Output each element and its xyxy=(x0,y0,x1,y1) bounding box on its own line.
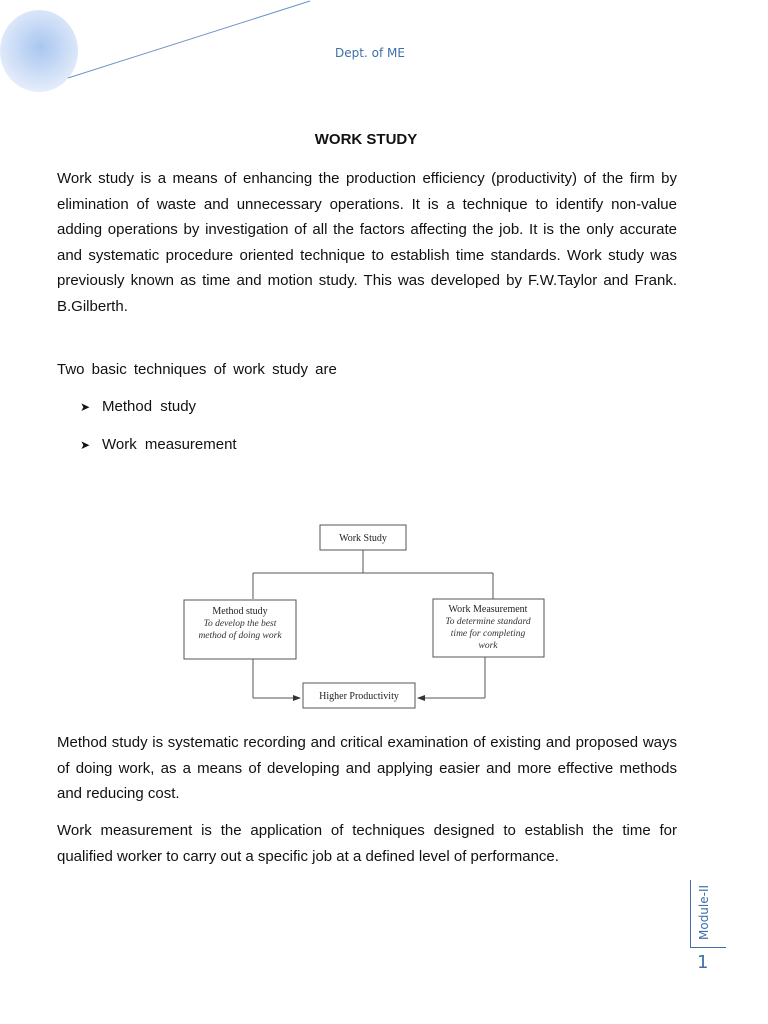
page-number: 1 xyxy=(697,952,709,973)
arrow-bullet-icon: ➤ xyxy=(80,400,91,414)
diagram-label-higher-productivity: Higher Productivity xyxy=(319,691,399,702)
diagram-sub-work-measurement: To determine standard xyxy=(445,617,531,627)
department-header: Dept. of ME xyxy=(335,46,405,60)
diagram-label-work-study: Work Study xyxy=(339,533,387,544)
footer-divider xyxy=(690,880,691,947)
diagram-sub-work-measurement: time for completing xyxy=(450,629,526,639)
diagram-label-work-measurement: Work Measurement xyxy=(448,604,528,615)
bullet-item-work-measurement xyxy=(80,436,237,453)
page-title: WORK STUDY xyxy=(314,131,418,148)
bullet-label: Work measurement xyxy=(102,436,237,453)
diagram-label-method-study: Method study xyxy=(212,606,268,617)
arrow-bullet-icon: ➤ xyxy=(80,438,91,452)
techniques-intro-paragraph: Two basic techniques of work study are xyxy=(57,361,337,378)
bullet-label: Method study xyxy=(102,398,197,415)
work-study-diagram xyxy=(180,515,550,715)
header-decoration-line xyxy=(0,0,320,90)
method-study-paragraph: Method study is systematic recording and critical examination of existing and proposed ways of doing work, as a means of developing and applying easier and more effective methods and reducing cost. xyxy=(57,734,677,802)
diagram-sub-method-study: method of doing work xyxy=(198,631,282,641)
module-label: Module-II xyxy=(697,884,711,940)
bullet-item-method-study xyxy=(80,398,196,415)
diagram-sub-work-measurement: work xyxy=(478,641,498,651)
intro-paragraph: Work study is a means of enhancing the production efficiency (productivity) of the firm by elimination of waste and unnecessary operations. It is a technique to identify non-value adding operations by investigation of all the factors affecting the job. It is the only accurate and systematic procedure oriented technique to establish time standards. Work study was previously known as time and motion study. This was developed by F.W.Taylor and Frank. B.Gilberth. xyxy=(57,170,677,315)
diagram-sub-method-study: To develop the best xyxy=(203,619,277,629)
footer-divider xyxy=(690,947,726,948)
work-measurement-paragraph: Work measurement is the application of techniques designed to establish the time for qualified worker to carry out a specific job at a defined level of performance. xyxy=(57,822,677,865)
